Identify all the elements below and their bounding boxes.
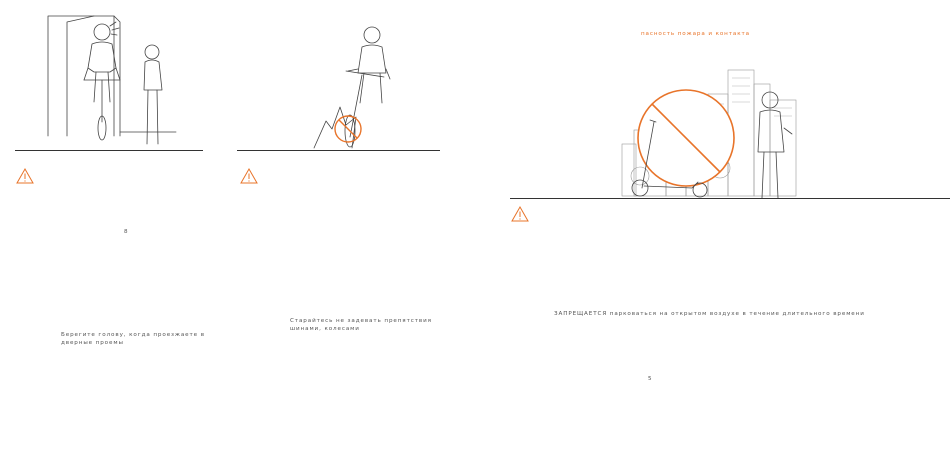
warning-triangle-icon <box>511 206 529 222</box>
ground-line <box>237 150 440 151</box>
obstacle-illustration <box>300 25 410 153</box>
stray-mark: 8 <box>124 229 129 235</box>
parking-notice: ЗАПРЕЩАЕТСЯ парковаться на открытом воздухе в течение длительного времени <box>554 311 865 317</box>
warning-triangle-icon <box>16 168 34 184</box>
panel2-caption: Старайтесь не задевать препятствия шинами, колесами <box>290 318 432 332</box>
panel1-caption: Берегите голову, когда проезжаете в дверные проемы <box>61 332 205 346</box>
warning-triangle-icon <box>240 168 258 184</box>
ground-line <box>15 150 203 151</box>
city-parking-illustration <box>620 64 800 204</box>
ground-line <box>510 198 950 199</box>
page-header: пасность пожара и контакта <box>641 31 750 37</box>
page-number: 5 <box>648 376 653 382</box>
doorway-illustration <box>40 12 200 152</box>
